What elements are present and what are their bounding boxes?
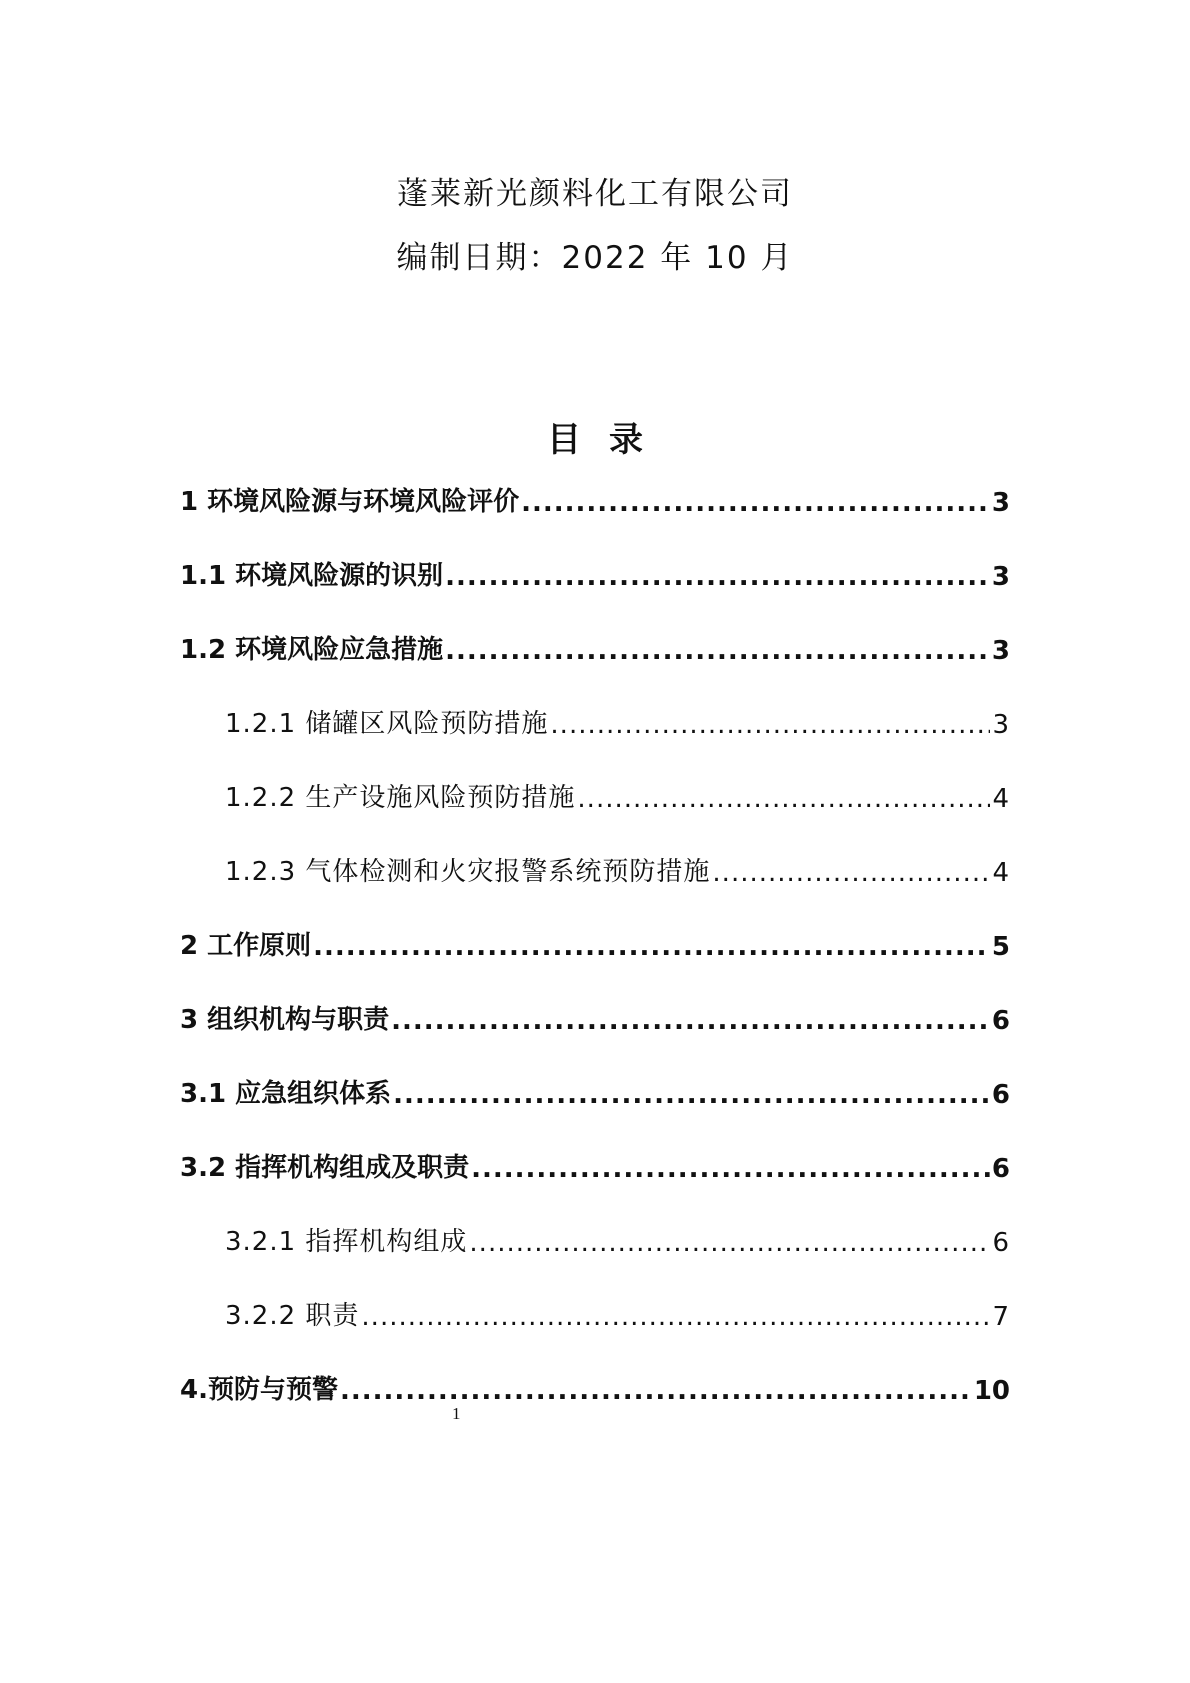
- toc-entry-page: 6: [992, 1228, 1010, 1258]
- toc-entry-label: 1.2 环境风险应急措施: [180, 635, 444, 665]
- toc-entry-page: 3: [991, 488, 1010, 518]
- toc-entry-label: 3.1 应急组织体系: [180, 1079, 392, 1109]
- toc-leader: [550, 710, 990, 740]
- toc-entry-label: 1.1 环境风险源的识别: [180, 561, 444, 591]
- toc-entry[interactable]: [180, 996, 1010, 1036]
- toc-entry[interactable]: [180, 922, 1010, 962]
- toc-entry-label: 3.2.1 指挥机构组成: [225, 1227, 468, 1257]
- toc-entry[interactable]: [180, 1366, 1010, 1406]
- toc-leader: [577, 784, 990, 814]
- toc-entry-label: 3 组织机构与职责: [180, 1005, 390, 1035]
- toc-entry[interactable]: [180, 626, 1010, 666]
- toc-entry[interactable]: [225, 1218, 1010, 1258]
- toc-entry-page: 3: [991, 562, 1010, 592]
- toc-entry-label: 1.2.3 气体检测和火灾报警系统预防措施: [225, 857, 711, 887]
- toc-entry-page: 6: [991, 1154, 1010, 1184]
- toc-leader: [469, 1228, 990, 1258]
- toc-entry-label: 1.2.1 储罐区风险预防措施: [225, 709, 549, 739]
- toc-entry-page: 4: [992, 858, 1010, 888]
- page-number: 1: [452, 1404, 461, 1423]
- toc-entry-page: 5: [991, 932, 1010, 962]
- toc-entry[interactable]: [180, 552, 1010, 592]
- toc-entry-label: 2 工作原则: [180, 931, 312, 961]
- toc-entry-page: 10: [973, 1376, 1010, 1406]
- toc-entry-page: 3: [992, 710, 1010, 740]
- toc-entry[interactable]: [225, 1292, 1010, 1332]
- toc-entry-label: 3.2 指挥机构组成及职责: [180, 1153, 470, 1183]
- toc-leader: [340, 1376, 972, 1406]
- toc-entry-label: 3.2.2 职责: [225, 1301, 360, 1331]
- toc-leader: [393, 1080, 990, 1110]
- toc-leader: [445, 636, 990, 666]
- toc-leader: [471, 1154, 990, 1184]
- toc-entry-page: 6: [991, 1080, 1010, 1110]
- toc-entry-page: 4: [992, 784, 1010, 814]
- toc-entry-page: 6: [991, 1006, 1010, 1036]
- toc-entry-label: 1.2.2 生产设施风险预防措施: [225, 783, 576, 813]
- toc-entry-page: 3: [991, 636, 1010, 666]
- toc-entry-label: 4.预防与预警: [180, 1375, 338, 1405]
- toc-leader: [391, 1006, 990, 1036]
- toc-entry[interactable]: [225, 700, 1010, 740]
- toc-leader: [361, 1302, 990, 1332]
- toc-entry-page: 7: [992, 1302, 1010, 1332]
- toc-entry[interactable]: [180, 1070, 1010, 1110]
- toc-leader: [712, 858, 990, 888]
- toc-entry[interactable]: [225, 848, 1010, 888]
- compile-date: 编制日期：2022 年 10 月: [396, 240, 794, 276]
- toc-entry[interactable]: [180, 1144, 1010, 1184]
- toc-leader: [521, 488, 990, 518]
- toc-leader: [313, 932, 990, 962]
- toc-entry[interactable]: [225, 774, 1010, 814]
- company-name: 蓬莱新光颜料化工有限公司: [397, 176, 793, 212]
- toc-leader: [445, 562, 990, 592]
- toc-title: 目录: [547, 420, 671, 460]
- toc-entry-label: 1 环境风险源与环境风险评价: [180, 487, 520, 517]
- toc-entry[interactable]: [180, 478, 1010, 518]
